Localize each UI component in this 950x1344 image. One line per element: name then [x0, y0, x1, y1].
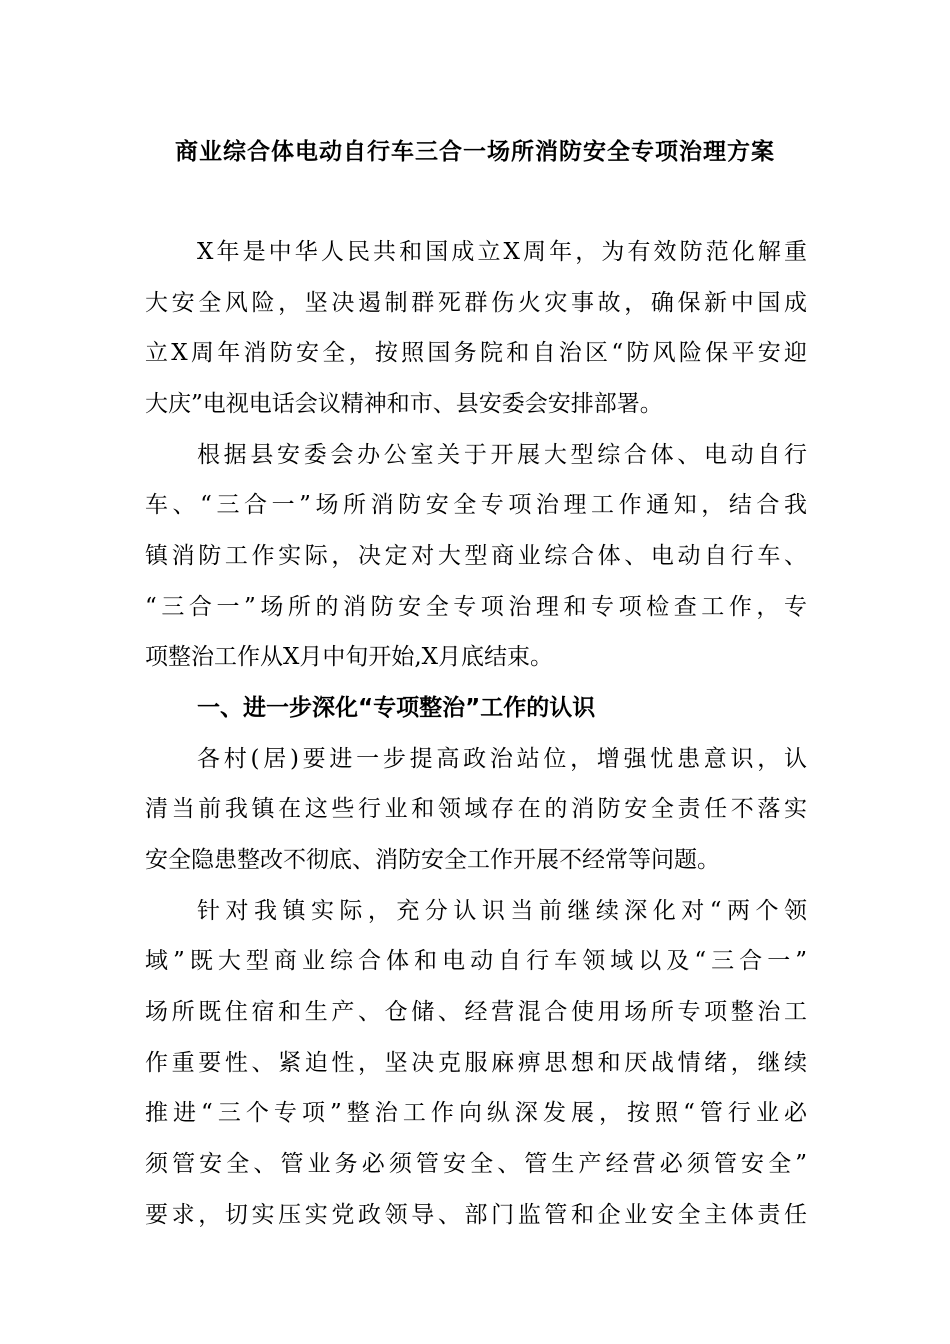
paragraph-4-line-5: 推进“三个专项”整治工作向纵深发展，按照“管行业必	[145, 1100, 807, 1126]
paragraph-4-line-6: 须管安全、管业务必须管安全、管生产经营必须管安全”	[145, 1151, 807, 1177]
paragraph-1-line-4: 大庆”电视电话会议精神和市、县安委会安排部署。	[145, 391, 663, 417]
paragraph-3-line-2: 清当前我镇在这些行业和领域存在的消防安全责任不落实	[145, 796, 807, 822]
paragraph-4-line-7: 要求，切实压实党政领导、部门监管和企业安全主体责任	[145, 1202, 807, 1228]
paragraph-4-line-4: 作重要性、紧迫性，坚决克服麻痹思想和厌战情绪，继续	[145, 1050, 807, 1076]
paragraph-3-line-3: 安全隐患整改不彻底、消防安全工作开展不经常等问题。	[145, 847, 720, 873]
document-body	[145, 232, 807, 1332]
paragraph-2-line-4: “三合一”场所的消防安全专项治理和专项检查工作，专	[145, 594, 807, 620]
section-heading-1: 一、进一步深化“专项整治”工作的认识	[197, 695, 596, 721]
paragraph-2-line-5: 项整治工作从X月中旬开始,X月底结束。	[145, 644, 554, 670]
paragraph-3-line-1: 各村(居)要进一步提高政治站位，增强忧患意识，认	[197, 746, 807, 772]
paragraph-4-line-1: 针对我镇实际，充分认识当前继续深化对“两个领	[197, 898, 807, 924]
paragraph-4-line-3: 场所既住宿和生产、仓储、经营混合使用场所专项整治工	[145, 999, 807, 1025]
paragraph-2-line-3: 镇消防工作实际，决定对大型商业综合体、电动自行车、	[145, 543, 807, 569]
paragraph-4-line-2: 域”既大型商业综合体和电动自行车领域以及“三合一”	[145, 948, 807, 974]
paragraph-2-line-2: 车、“三合一”场所消防安全专项治理工作通知，结合我	[145, 492, 807, 518]
document-title: 商业综合体电动自行车三合一场所消防安全专项治理方案	[175, 139, 775, 165]
paragraph-1-line-1: X年是中华人民共和国成立X周年，为有效防范化解重	[197, 239, 807, 265]
paragraph-2-line-1: 根据县安委会办公室关于开展大型综合体、电动自行	[197, 442, 807, 468]
paragraph-1-line-2: 大安全风险，坚决遏制群死群伤火灾事故，确保新中国成	[145, 290, 807, 316]
paragraph-1-line-3: 立X周年消防安全，按照国务院和自治区“防风险保平安迎	[145, 340, 807, 366]
